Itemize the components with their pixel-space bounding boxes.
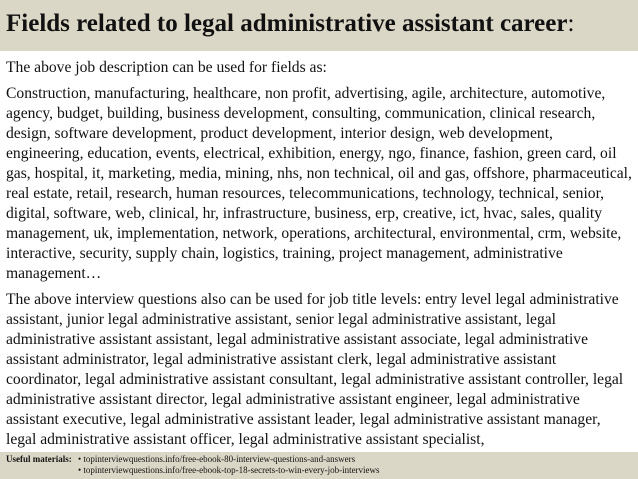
intro-text: The above job description can be used for fields as: [6,59,327,76]
page-title-text: Fields related to legal administrative assistant career [6,10,568,37]
slide-content [6,58,634,450]
job-levels-text: The above interview questions also can be used for job title levels: entry level legal administrative assistant, junior legal administrative assistant, senior legal administrative assistant, legal administrative assistant assistant, legal administrative assistant associate, legal administrative assistant administrator, legal administrative assistant clerk, legal administrative assistant coordinator, legal administrative assistant consultant, legal administrative assistant controller, legal administrative assistant director, legal administrative assistant engineer, legal administrative assistant executive, legal administrative assistant leader, legal administrative assistant manager, legal administrative assistant officer, legal administrative assistant specialist, [6,291,624,448]
footer-link-2[interactable]: • topinterviewquestions.info/free-ebook-top-18-secrets-to-win-every-job-interviews [78,465,380,475]
page-title-colon: : [567,10,575,37]
footer-label: Useful materials: [6,454,72,464]
footer [6,454,380,476]
page-title [6,10,574,38]
footer-link-1[interactable]: • topinterviewquestions.info/free-ebook-80-interview-questions-and-answers [78,454,356,464]
fields-list: Construction, manufacturing, healthcare, non profit, advertising, agile, architecture, automotive, agency, budget, building, business development, consulting, communication, clinical research, design, software development, product development, interior design, web development, engineering, education, events, electrical, exhibition, energy, ngo, finance, fashion, green card, oil gas, hospital, it, marketing, media, mining, nhs, non technical, oil and gas, offshore, pharmaceutical, real estate, retail, research, human resources, telecommunications, technology, technical, senior, digital, software, web, clinical, hr, infrastructure, business, erp, creative, ict, hvac, sales, quality management, uk, implementation, network, operations, architectural, environmental, crm, website, interactive, security, supply chain, logistics, training, project management, administrative management… [6,85,632,282]
